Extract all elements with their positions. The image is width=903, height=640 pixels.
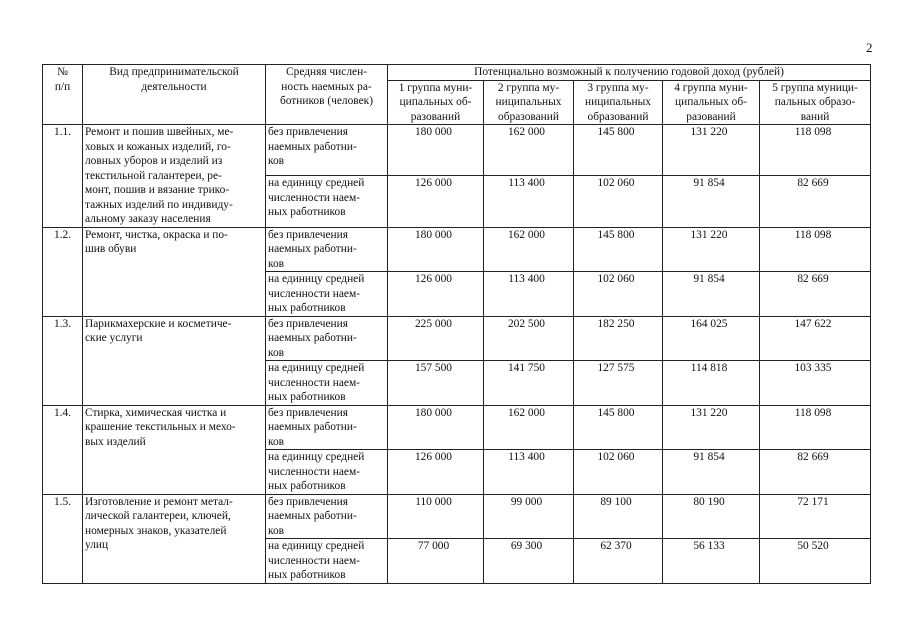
staff-category-line: на единицу средней [268,451,365,463]
income-value-group-5: 82 669 [760,272,871,317]
activity-line: крашение текстильных и мехо- [85,421,236,433]
staff-category-line: численности наем- [268,465,360,478]
income-value-group-2: 162 000 [484,405,574,450]
staff-category-cell [266,405,388,450]
activity-cell [83,405,266,494]
header-staff-line: ность наемных ра- [281,80,372,93]
header-group-line: пальных образо- [774,96,856,108]
staff-category-line: ных работников [268,206,346,219]
income-value-group-1: 180 000 [388,227,484,272]
income-value-group-4: 91 854 [663,176,760,227]
income-value-group-5: 82 669 [760,450,871,495]
income-value-group-3: 89 100 [574,494,663,539]
header-group-line: 4 группа муни- [674,81,748,94]
staff-category-cell [266,125,388,176]
header-group-2 [484,80,574,125]
activity-line: ские услуги [85,332,143,344]
staff-category-line: наемных работни- [268,332,357,344]
income-value-group-3: 145 800 [574,227,663,272]
income-value-group-1: 77 000 [388,539,484,584]
header-activity [83,65,266,125]
staff-category-line: без привлечения [268,317,348,330]
income-table [42,64,871,584]
staff-category-line: ков [268,257,285,270]
staff-category-line: ков [268,155,285,167]
income-value-group-5: 118 098 [760,405,871,450]
activity-line: Ремонт и пошив швейных, ме- [85,126,234,138]
header-group-line: 1 группа муни- [398,81,473,94]
header-number-line: п/п [54,80,71,93]
staff-category-line: численности наем- [268,376,360,389]
activity-line: вых изделий [85,435,146,448]
activity-cell [83,494,266,583]
staff-category-line: ков [268,524,285,537]
income-value-group-2: 141 750 [484,361,574,406]
header-staff-line: ботников (человек) [279,95,374,107]
income-value-group-5: 118 098 [760,125,871,176]
income-value-group-1: 225 000 [388,316,484,361]
income-value-group-3: 127 575 [574,361,663,406]
header-group-line: разований [410,110,461,123]
staff-category-line: наемных работни- [268,243,357,255]
staff-category-cell [266,450,388,495]
header-staff-line: Средняя числен- [286,66,367,78]
staff-category-line: наемных работни- [268,510,357,522]
activity-line: Изготовление и ремонт метал- [85,495,233,508]
income-value-group-5: 118 098 [760,227,871,272]
income-value-group-4: 164 025 [663,316,760,361]
income-value-group-5: 103 335 [760,361,871,406]
row-number: 1.5. [43,494,83,583]
staff-category-cell [266,227,388,272]
income-value-group-1: 126 000 [388,450,484,495]
header-group-line: ваний [800,110,830,123]
header-group-line: ниципальных [585,96,651,108]
staff-category-line: ных работников [268,302,346,314]
activity-line: лической галантереи, ключей, [85,510,231,522]
income-value-group-3: 62 370 [574,539,663,584]
income-value-group-3: 182 250 [574,316,663,361]
income-value-group-2: 162 000 [484,227,574,272]
staff-category-line: наемных работни- [268,421,357,433]
header-activity-line: Вид предпринимательской [109,66,239,78]
staff-category-line: без привлечения [268,126,348,138]
staff-category-line: на единицу средней [268,177,365,190]
activity-line: Стирка, химическая чистка и [85,406,227,419]
header-group-5 [760,80,871,125]
income-value-group-1: 180 000 [388,405,484,450]
table-row [43,405,871,450]
income-value-group-4: 91 854 [663,450,760,495]
income-value-group-1: 126 000 [388,176,484,227]
income-value-group-2: 113 400 [484,176,574,227]
income-value-group-4: 131 220 [663,125,760,176]
income-value-group-4: 131 220 [663,405,760,450]
income-value-group-3: 102 060 [574,176,663,227]
income-value-group-5: 147 622 [760,316,871,361]
staff-category-cell [266,539,388,584]
table-row [43,227,871,272]
staff-category-line: численности наем- [268,287,360,300]
activity-cell [83,316,266,405]
activity-line: альному заказу населения [85,213,211,225]
header-group-line: 2 группа му- [497,81,560,94]
staff-category-line: на единицу средней [268,273,365,285]
header-group-line: образований [498,110,559,123]
staff-category-line: численности наем- [268,191,360,204]
income-value-group-3: 102 060 [574,450,663,495]
staff-category-cell [266,272,388,317]
activity-line: улиц [85,539,109,551]
income-value-group-3: 102 060 [574,272,663,317]
row-number: 1.4. [43,405,83,494]
income-value-group-4: 114 818 [663,361,760,406]
staff-category-line: на единицу средней [268,362,365,374]
income-value-group-2: 113 400 [484,272,574,317]
income-value-group-4: 56 133 [663,539,760,584]
row-number: 1.1. [43,125,83,228]
staff-category-line: без привлечения [268,406,348,419]
table-row [43,316,871,361]
staff-category-line: ков [268,435,285,448]
header-group-line: ципальных об- [399,96,472,108]
activity-line: ховых и кожаных изделий, го- [85,140,231,153]
row-number: 1.3. [43,316,83,405]
header-group-line: образований [587,110,649,123]
staff-category-line: на единицу средней [268,540,365,552]
income-value-group-2: 162 000 [484,125,574,176]
staff-category-line: без привлечения [268,228,348,241]
staff-category-line: ков [268,346,285,359]
activity-line: номерных знаков, указателей [85,524,227,537]
income-value-group-2: 69 300 [484,539,574,584]
activity-line: Парикмахерские и косметиче- [85,317,232,330]
header-number [43,65,83,125]
header-group-line: ниципальных [495,96,562,108]
staff-category-cell [266,361,388,406]
income-value-group-4: 131 220 [663,227,760,272]
table-row [43,494,871,539]
activity-line: Ремонт, чистка, окраска и по- [85,228,228,241]
header-group-3 [574,80,663,125]
income-value-group-2: 113 400 [484,450,574,495]
income-value-group-3: 145 800 [574,405,663,450]
row-number: 1.2. [43,227,83,316]
header-group-1 [388,80,484,125]
header-group-line: ципальных об- [675,96,747,108]
income-value-group-5: 50 520 [760,539,871,584]
income-value-group-4: 91 854 [663,272,760,317]
income-value-group-1: 126 000 [388,272,484,317]
income-value-group-5: 72 171 [760,494,871,539]
staff-category-cell [266,494,388,539]
activity-cell [83,125,266,228]
activity-line: тажных изделий по индивиду- [85,198,233,211]
income-value-group-5: 82 669 [760,176,871,227]
activity-line: текстильной галантереи, ре- [85,169,222,182]
staff-category-line: ных работников [268,391,346,403]
staff-category-line: численности наем- [268,554,360,567]
staff-category-line: без привлечения [268,495,348,508]
activity-line: ловных уборов и изделий из [85,155,223,167]
income-value-group-1: 157 500 [388,361,484,406]
header-income: Потенциально возможный к получению годовой доход (рублей) [388,65,871,81]
header-group-line: разований [686,110,736,123]
header-group-line: 5 группа муници- [772,81,858,94]
header-group-4 [663,80,760,125]
income-value-group-1: 110 000 [388,494,484,539]
page-number: 2 [866,40,873,55]
income-value-group-2: 99 000 [484,494,574,539]
staff-category-line: наемных работни- [268,140,357,153]
header-activity-line: деятельности [141,80,207,93]
income-value-group-4: 80 190 [663,494,760,539]
table-header [43,65,871,125]
staff-category-cell [266,176,388,227]
staff-category-line: ных работников [268,480,346,492]
header-staff [266,65,388,125]
income-value-group-2: 202 500 [484,316,574,361]
income-value-group-1: 180 000 [388,125,484,176]
activity-cell [83,227,266,316]
activity-line: монт, пошив и вязание трико- [85,184,230,196]
activity-line: шив обуви [85,243,137,255]
header-group-line: 3 группа му- [587,81,649,94]
staff-category-line: ных работников [268,569,346,581]
table-row [43,125,871,176]
table-body [43,125,871,584]
header-number-line: № [57,66,68,78]
income-value-group-3: 145 800 [574,125,663,176]
staff-category-cell [266,316,388,361]
